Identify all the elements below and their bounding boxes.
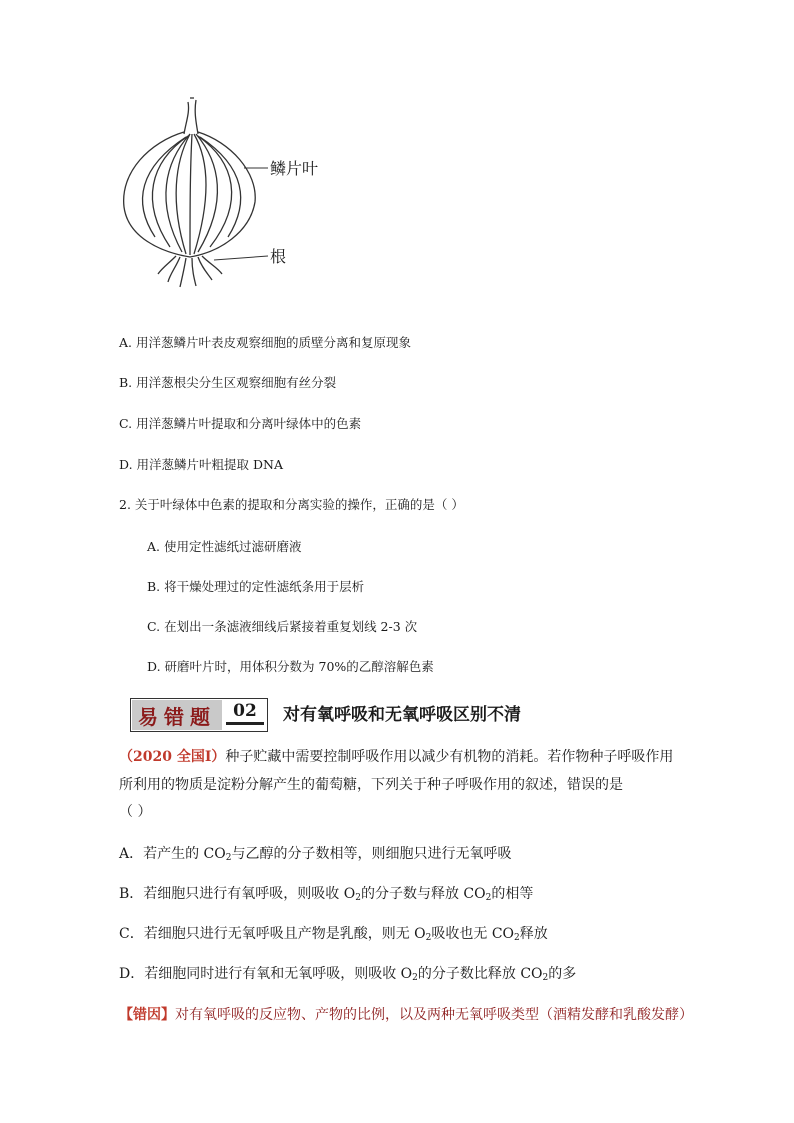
q3-stem-line1	[119, 746, 673, 766]
q3-option-c: C．若细胞只进行无氧呼吸且产物是乳酸，则无 $O_2$吸收也无 $CO_2$释放	[119, 926, 548, 943]
q2-option-b: B. 将干燥处理过的定性滤纸条用于层析	[147, 579, 365, 594]
q1-option-d: D. 用洋葱鳞片叶粗提取 DNA	[119, 457, 283, 472]
figure-label-leaf: 鳞片叶	[270, 159, 319, 178]
error-cause-text: 对有氧呼吸的反应物、产物的比例，以及两种无氧呼吸类型（酒精发酵和乳酸发酵）	[175, 1007, 693, 1023]
q2-option-c: C. 在划出一条滤液细线后紧接着重复划线 2-3 次	[147, 619, 418, 634]
error-cause	[119, 1004, 693, 1024]
q3-stem-text1: 种子贮藏中需要控制呼吸作用以减少有机物的消耗。若作物种子呼吸作用	[225, 749, 674, 765]
q1-option-c: C. 用洋葱鳞片叶提取和分离叶绿体中的色素	[119, 416, 362, 431]
q3-option-a: A．若产生的 $CO_2$与乙醇的分子数相等，则细胞只进行无氧呼吸	[119, 846, 512, 863]
banner-tag: 易错题	[132, 700, 222, 730]
q3-source: （2020 全国Ⅰ）	[119, 749, 226, 765]
q1-option-b: B. 用洋葱根尖分生区观察细胞有丝分裂	[119, 375, 337, 390]
figure-label-root: 根	[270, 247, 287, 266]
banner-number: 02	[226, 700, 264, 725]
q3-option-d: D．若细胞同时进行有氧和无氧呼吸，则吸收 $O_2$的分子数比释放 $CO_2$的多	[119, 966, 577, 983]
q2-option-a: A. 使用定性滤纸过滤研磨液	[147, 539, 302, 554]
banner-title: 对有氧呼吸和无氧呼吸区别不清	[283, 705, 521, 725]
q3-stem-line3: （ ）	[119, 804, 152, 820]
q1-option-a: A. 用洋葱鳞片叶表皮观察细胞的质壁分离和复原现象	[119, 335, 411, 350]
q2-option-d: D. 研磨叶片时，用体积分数为 70%的乙醇溶解色素	[147, 659, 434, 674]
q3-option-b: B．若细胞只进行有氧呼吸，则吸收 $O_2$的分子数与释放 $CO_2$的相等	[119, 886, 534, 903]
q2-stem: 2. 关于叶绿体中色素的提取和分离实验的操作，正确的是（ ）	[119, 497, 464, 512]
q3-stem-line2: 所利用的物质是淀粉分解产生的葡萄糖，下列关于种子呼吸作用的叙述，错误的是	[119, 777, 623, 793]
onion-illustration	[110, 92, 340, 292]
error-cause-label: 【错因】	[119, 1007, 175, 1023]
